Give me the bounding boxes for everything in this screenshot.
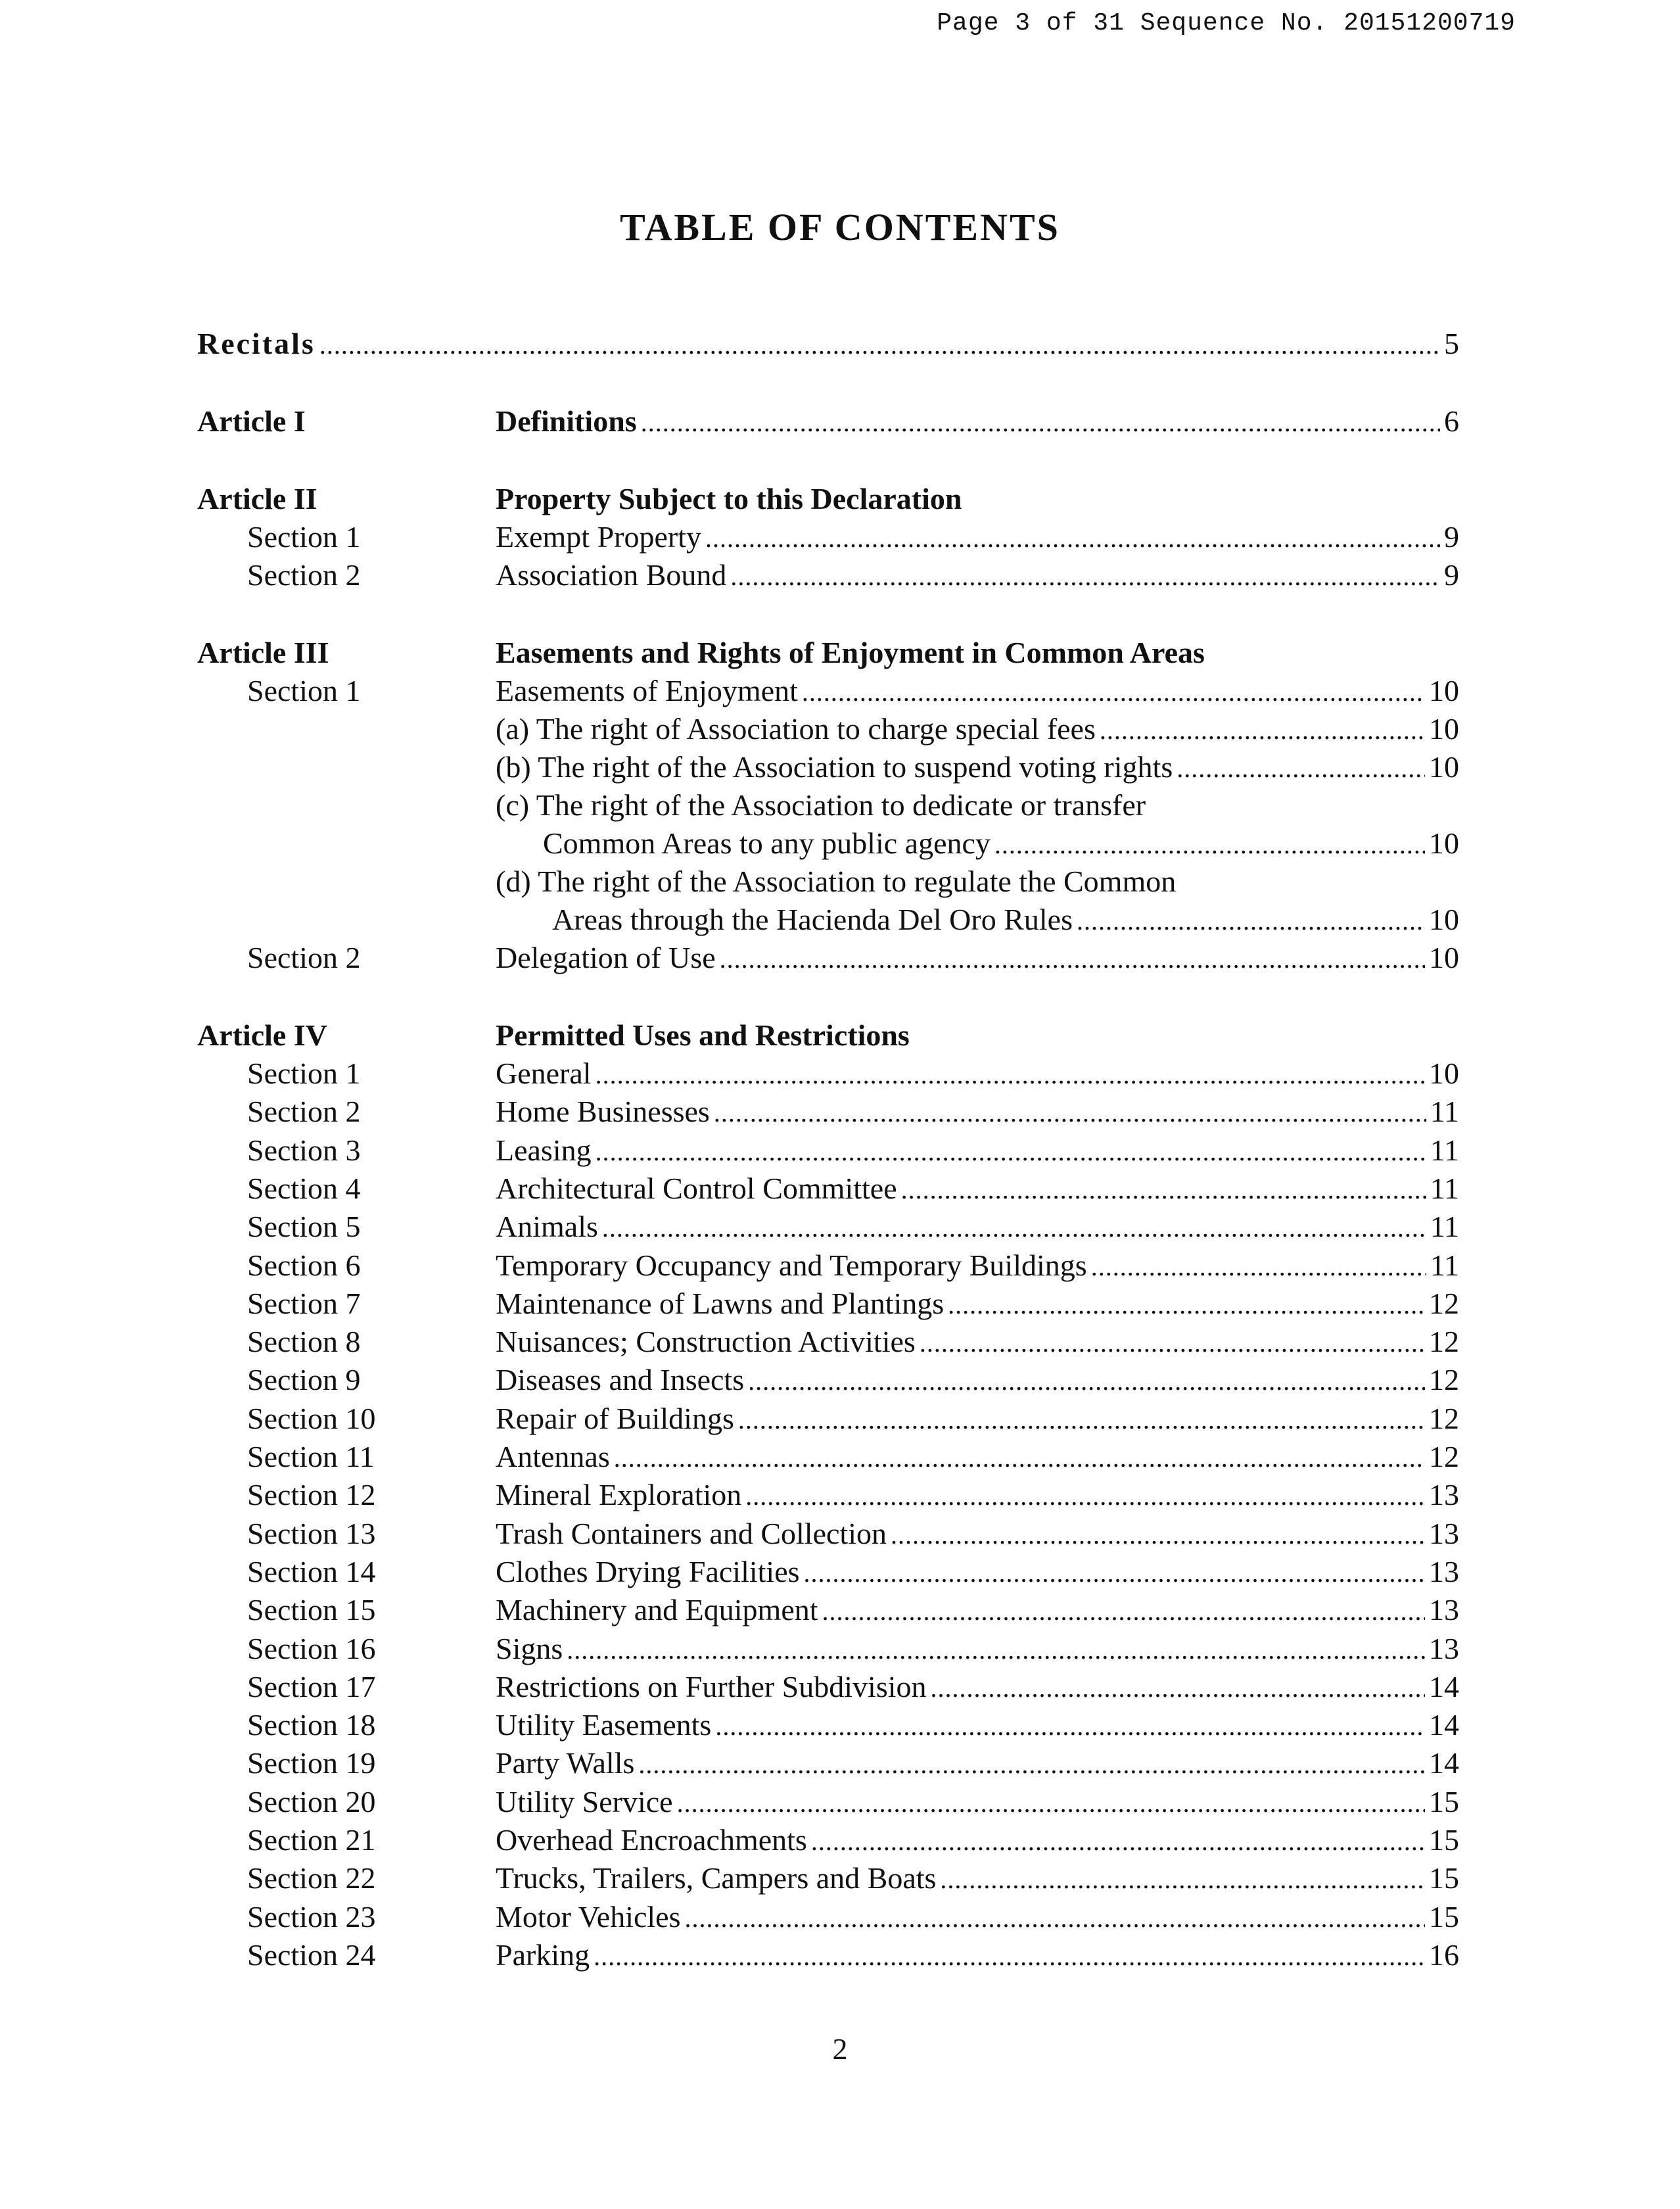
section-label: Section 10 xyxy=(247,1402,376,1435)
section-title: Clothes Drying Facilities xyxy=(496,1555,800,1588)
section-label: Section 22 xyxy=(247,1861,376,1895)
section-title: Nuisances; Construction Activities xyxy=(496,1325,916,1358)
section-title: Home Businesses xyxy=(496,1095,710,1128)
toc-section-row[interactable] xyxy=(197,1285,1459,1323)
section-page: 11 xyxy=(1430,1133,1459,1167)
dot-leader xyxy=(745,1477,1425,1515)
dot-leader xyxy=(594,1937,1425,1976)
section-title: General xyxy=(496,1057,592,1090)
section-page: 15 xyxy=(1429,1861,1459,1895)
recitals-page: 5 xyxy=(1444,327,1459,360)
section-page: 13 xyxy=(1429,1517,1459,1550)
section-page: 11 xyxy=(1430,1095,1459,1128)
section-title: Architectural Control Committee xyxy=(496,1172,897,1205)
dot-leader xyxy=(1100,711,1425,749)
toc-section-row[interactable] xyxy=(197,1438,1459,1476)
section-title: Utility Easements xyxy=(496,1708,712,1742)
section-label: Section 18 xyxy=(247,1708,376,1742)
subitem-page: 10 xyxy=(1429,826,1459,860)
section-page: 12 xyxy=(1429,1287,1459,1320)
section-page: 12 xyxy=(1429,1402,1459,1435)
toc-section-row[interactable] xyxy=(197,518,1459,556)
section-page: 12 xyxy=(1429,1440,1459,1473)
toc-section-row[interactable] xyxy=(197,1668,1459,1706)
toc-article-3 xyxy=(197,634,1459,672)
toc-article-1[interactable] xyxy=(197,402,1459,440)
section-page: 10 xyxy=(1429,941,1459,974)
toc-section-row[interactable] xyxy=(197,556,1459,594)
dot-leader xyxy=(730,558,1440,596)
dot-leader xyxy=(1177,749,1425,788)
section-label: Section 4 xyxy=(247,1172,361,1205)
toc-recitals[interactable] xyxy=(197,326,1459,361)
dot-leader xyxy=(920,1324,1425,1362)
section-page: 15 xyxy=(1429,1823,1459,1857)
toc-section-row[interactable] xyxy=(197,1821,1459,1859)
toc-subitem-b[interactable] xyxy=(197,748,1459,786)
subitem-text: (a) The right of Association to charge special fees xyxy=(496,712,1096,746)
section-page: 15 xyxy=(1429,1900,1459,1934)
subitem-text: (b) The right of the Association to suspend voting rights xyxy=(496,750,1173,784)
dot-leader xyxy=(748,1362,1425,1400)
toc-section-row[interactable] xyxy=(197,1859,1459,1897)
toc-section-row[interactable] xyxy=(197,1744,1459,1782)
dot-leader xyxy=(804,1554,1425,1592)
toc-section-row[interactable] xyxy=(197,1208,1459,1246)
dot-leader xyxy=(595,1056,1425,1094)
article-label: Article IV xyxy=(197,1018,327,1052)
section-label: Section 23 xyxy=(247,1900,376,1934)
toc-section-row[interactable] xyxy=(197,1630,1459,1668)
section-label: Section 2 xyxy=(247,941,361,974)
dot-leader xyxy=(901,1171,1426,1209)
subitem-text: (c) The right of the Association to dedicate or transfer xyxy=(496,788,1146,822)
section-page: 9 xyxy=(1444,520,1459,554)
dot-leader xyxy=(738,1401,1425,1439)
section-title: Trash Containers and Collection xyxy=(496,1517,887,1550)
toc-section-row[interactable] xyxy=(197,1476,1459,1514)
dot-leader xyxy=(614,1439,1425,1477)
dot-leader xyxy=(602,1209,1426,1247)
section-page: 10 xyxy=(1429,1057,1459,1090)
section-title: Machinery and Equipment xyxy=(496,1593,818,1627)
subitem-text: (d) The right of the Association to regulate the Common xyxy=(496,865,1177,898)
subitem-page: 10 xyxy=(1429,712,1459,746)
toc-section-row[interactable] xyxy=(197,672,1459,710)
dot-leader xyxy=(677,1784,1425,1822)
section-page: 15 xyxy=(1429,1785,1459,1818)
section-page: 9 xyxy=(1444,558,1459,592)
section-page: 13 xyxy=(1429,1593,1459,1627)
toc-subitem-c[interactable] xyxy=(197,824,1459,863)
article-label: Article I xyxy=(197,404,306,438)
section-page: 13 xyxy=(1429,1555,1459,1588)
section-label: Section 1 xyxy=(247,520,361,554)
section-label: Section 3 xyxy=(247,1133,361,1167)
dot-leader xyxy=(822,1592,1425,1630)
dot-leader xyxy=(940,1861,1425,1899)
dot-leader xyxy=(1091,1248,1426,1286)
toc-section-row[interactable] xyxy=(197,1553,1459,1591)
section-page: 11 xyxy=(1430,1210,1459,1243)
section-label: Section 20 xyxy=(247,1785,376,1818)
subitem-page: 10 xyxy=(1429,750,1459,784)
section-title: Utility Service xyxy=(496,1785,673,1818)
section-page: 14 xyxy=(1429,1670,1459,1703)
section-title: Temporary Occupancy and Temporary Buildings xyxy=(496,1248,1087,1282)
section-label: Section 13 xyxy=(247,1517,376,1550)
dot-leader xyxy=(891,1516,1425,1554)
dot-leader xyxy=(720,940,1425,978)
section-title: Exempt Property xyxy=(496,520,701,554)
article-title: Permitted Uses and Restrictions xyxy=(496,1018,910,1052)
subitem-text: Areas through the Hacienda Del Oro Rules xyxy=(552,903,1073,936)
toc-section-row[interactable] xyxy=(197,1706,1459,1744)
section-label: Section 17 xyxy=(247,1670,376,1703)
section-label: Section 8 xyxy=(247,1325,361,1358)
section-page: 10 xyxy=(1429,674,1459,707)
dot-leader xyxy=(567,1631,1425,1669)
section-title: Overhead Encroachments xyxy=(496,1823,807,1857)
dot-leader xyxy=(1077,902,1425,940)
recitals-label: Recitals xyxy=(197,327,315,360)
section-page: 13 xyxy=(1429,1632,1459,1665)
subitem-page: 10 xyxy=(1429,903,1459,936)
section-label: Section 15 xyxy=(247,1593,376,1627)
toc-section-row[interactable] xyxy=(197,1400,1459,1438)
section-title: Restrictions on Further Subdivision xyxy=(496,1670,927,1703)
article-title: Property Subject to this Declaration xyxy=(496,482,962,515)
dot-leader xyxy=(595,1133,1426,1171)
section-page: 11 xyxy=(1430,1248,1459,1282)
section-title: Diseases and Insects xyxy=(496,1363,745,1396)
section-label: Section 2 xyxy=(247,1095,361,1128)
dot-leader xyxy=(802,673,1425,711)
article-title: Definitions xyxy=(496,404,637,438)
section-title: Easements of Enjoyment xyxy=(496,674,798,707)
page-title: TABLE OF CONTENTS xyxy=(620,206,1060,249)
toc-section-row[interactable] xyxy=(197,1131,1459,1170)
dot-leader xyxy=(638,1746,1425,1784)
section-page: 14 xyxy=(1429,1746,1459,1780)
section-page: 12 xyxy=(1429,1325,1459,1358)
toc-section-row[interactable] xyxy=(197,1093,1459,1131)
section-label: Section 14 xyxy=(247,1555,376,1588)
section-label: Section 11 xyxy=(247,1440,375,1473)
subitem-text: Common Areas to any public agency xyxy=(543,826,991,860)
toc-subitem-d-line1 xyxy=(197,863,1459,901)
section-title: Party Walls xyxy=(496,1746,635,1780)
toc-subitem-a[interactable] xyxy=(197,710,1459,748)
section-page: 13 xyxy=(1429,1478,1459,1511)
article-label: Article II xyxy=(197,482,317,515)
section-title: Repair of Buildings xyxy=(496,1402,734,1435)
section-label: Section 9 xyxy=(247,1363,361,1396)
toc-section-row[interactable] xyxy=(197,1936,1459,1974)
section-title: Motor Vehicles xyxy=(496,1900,681,1934)
section-title: Trucks, Trailers, Campers and Boats xyxy=(496,1861,937,1895)
toc-section-row[interactable] xyxy=(197,1170,1459,1208)
section-label: Section 1 xyxy=(247,674,361,707)
page-number: 2 xyxy=(832,2032,848,2066)
section-label: Section 7 xyxy=(247,1287,361,1320)
section-title: Signs xyxy=(496,1632,563,1665)
dot-leader xyxy=(811,1822,1425,1861)
section-page: 14 xyxy=(1429,1708,1459,1742)
dot-leader xyxy=(714,1094,1426,1132)
section-label: Section 1 xyxy=(247,1057,361,1090)
section-label: Section 19 xyxy=(247,1746,376,1780)
toc-section-row[interactable] xyxy=(197,1515,1459,1553)
article-title: Easements and Rights of Enjoyment in Common Areas xyxy=(496,636,1205,669)
section-title: Antennas xyxy=(496,1440,610,1473)
section-label: Section 24 xyxy=(247,1938,376,1972)
toc-subitem-d[interactable] xyxy=(197,901,1459,939)
dot-leader xyxy=(994,826,1425,864)
section-page: 16 xyxy=(1429,1938,1459,1972)
dot-leader xyxy=(931,1669,1426,1707)
toc-subitem-c-line1 xyxy=(197,786,1459,824)
section-page: 12 xyxy=(1429,1363,1459,1396)
toc-section-row[interactable] xyxy=(197,1898,1459,1936)
dot-leader xyxy=(319,329,1440,360)
section-page: 11 xyxy=(1430,1172,1459,1205)
section-title: Maintenance of Lawns and Plantings xyxy=(496,1287,945,1320)
toc-section-row[interactable] xyxy=(197,1361,1459,1399)
toc-section-row[interactable] xyxy=(197,1323,1459,1361)
toc-article-4 xyxy=(197,1016,1459,1055)
toc-section-row[interactable] xyxy=(197,939,1459,977)
article-page: 6 xyxy=(1444,404,1459,438)
page-header: Page 3 of 31 Sequence No. 20151200719 xyxy=(937,9,1516,37)
section-title: Leasing xyxy=(496,1133,592,1167)
dot-leader xyxy=(641,404,1440,442)
article-label: Article III xyxy=(197,636,329,669)
section-label: Section 2 xyxy=(247,558,361,592)
section-title: Mineral Exploration xyxy=(496,1478,742,1511)
section-title: Animals xyxy=(496,1210,598,1243)
dot-leader xyxy=(948,1286,1425,1324)
toc-article-2 xyxy=(197,480,1459,518)
section-label: Section 21 xyxy=(247,1823,376,1857)
section-title: Association Bound xyxy=(496,558,727,592)
toc-section-row[interactable] xyxy=(197,1783,1459,1821)
section-label: Section 12 xyxy=(247,1478,376,1511)
toc-section-row[interactable] xyxy=(197,1247,1459,1285)
toc-section-row[interactable] xyxy=(197,1055,1459,1093)
section-label: Section 16 xyxy=(247,1632,376,1665)
section-title: Parking xyxy=(496,1938,590,1972)
dot-leader xyxy=(705,519,1440,558)
section-title: Delegation of Use xyxy=(496,941,716,974)
dot-leader xyxy=(685,1899,1425,1937)
section-label: Section 5 xyxy=(247,1210,361,1243)
toc-section-row[interactable] xyxy=(197,1591,1459,1629)
section-label: Section 6 xyxy=(247,1248,361,1282)
dot-leader xyxy=(715,1707,1425,1746)
